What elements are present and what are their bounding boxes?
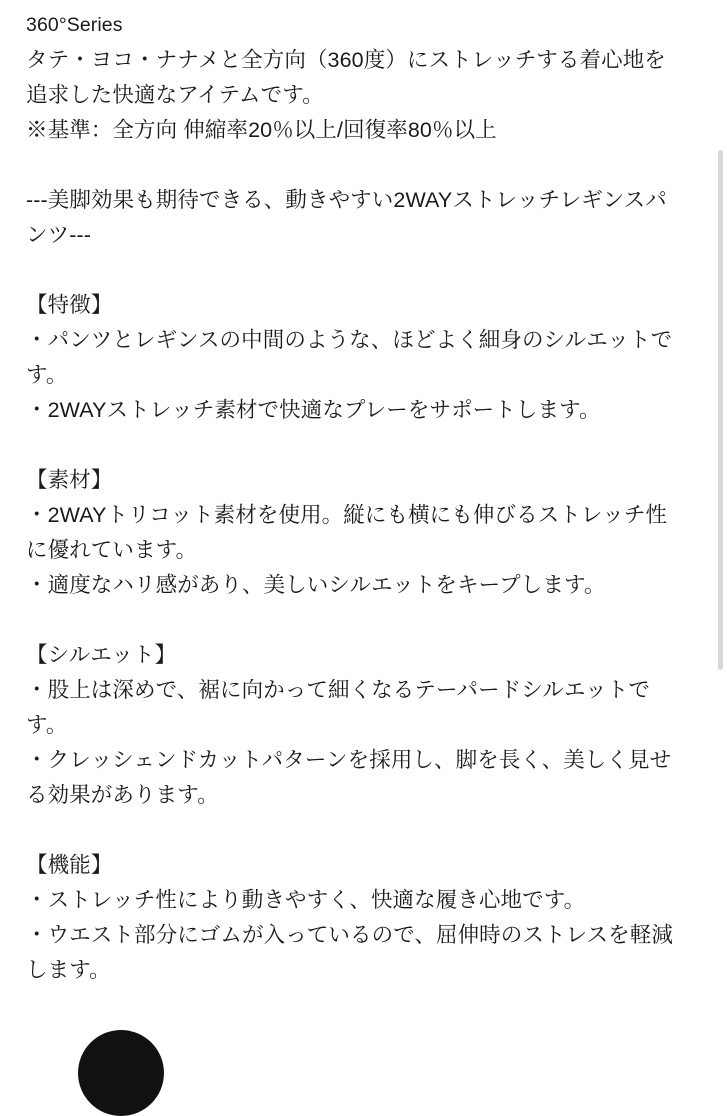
material-heading: 【素材】 (26, 468, 113, 492)
product-series-title-block (26, 8, 701, 43)
function-line-3: します。 (26, 958, 111, 982)
silhouette-heading: 【シルエット】 (26, 643, 177, 667)
headline-line-2: ンツ--- (26, 223, 91, 247)
function-section (26, 848, 701, 988)
material-line-2: に優れています。 (26, 538, 198, 562)
scrollbar-thumb[interactable] (718, 150, 723, 670)
intro-line-3: ※基準：全方向 伸縮率20％以上/回復率80％以上 (26, 118, 497, 142)
function-heading: 【機能】 (26, 853, 113, 877)
material-section (26, 463, 701, 603)
features-line-3: ・2WAYストレッチ素材で快適なプレーをサポートします。 (26, 398, 601, 422)
material-line-1: ・2WAYトリコット素材を使用。縦にも横にも伸びるストレッチ性 (26, 503, 668, 527)
silhouette-line-2: す。 (26, 713, 68, 737)
intro-line-2: 追求した快適なアイテムです。 (26, 83, 324, 107)
silhouette-section (26, 638, 701, 813)
paragraph-gap-3 (26, 428, 701, 463)
paragraph-gap-1 (26, 148, 701, 183)
floating-action-circle[interactable] (78, 1030, 164, 1116)
intro-paragraph (26, 43, 701, 148)
paragraph-gap-5 (26, 813, 701, 848)
page-title: 360°Series (26, 14, 123, 36)
features-heading: 【特徴】 (26, 293, 113, 317)
paragraph-gap-2 (26, 253, 701, 288)
function-line-2: ・ウエスト部分にゴムが入っているので、屈伸時のストレスを軽減 (26, 923, 673, 947)
paragraph-gap-4 (26, 603, 701, 638)
features-section (26, 288, 701, 428)
headline-paragraph (26, 183, 701, 253)
material-line-3: ・適度なハリ感があり、美しいシルエットをキープします。 (26, 573, 606, 597)
function-line-1: ・ストレッチ性により動きやすく、快適な履き心地です。 (26, 888, 586, 912)
features-line-2: す。 (26, 363, 68, 387)
features-line-1: ・パンツとレギンスの中間のような、ほどよく細身のシルエットで (26, 328, 673, 352)
silhouette-line-4: る効果があります。 (26, 783, 219, 807)
vertical-scrollbar[interactable] (719, 0, 725, 1080)
silhouette-line-3: ・クレッシェンドカットパターンを採用し、脚を長く、美しく見せ (26, 748, 672, 772)
intro-line-1: タテ・ヨコ・ナナメと全方向（360度）にストレッチする着心地を (26, 48, 666, 72)
headline-line-1: ---美脚効果も期待できる、動きやすい2WAYストレッチレギンスパ (26, 188, 667, 212)
silhouette-line-1: ・股上は深めで、裾に向かって細くなるテーパードシルエットで (26, 678, 650, 702)
